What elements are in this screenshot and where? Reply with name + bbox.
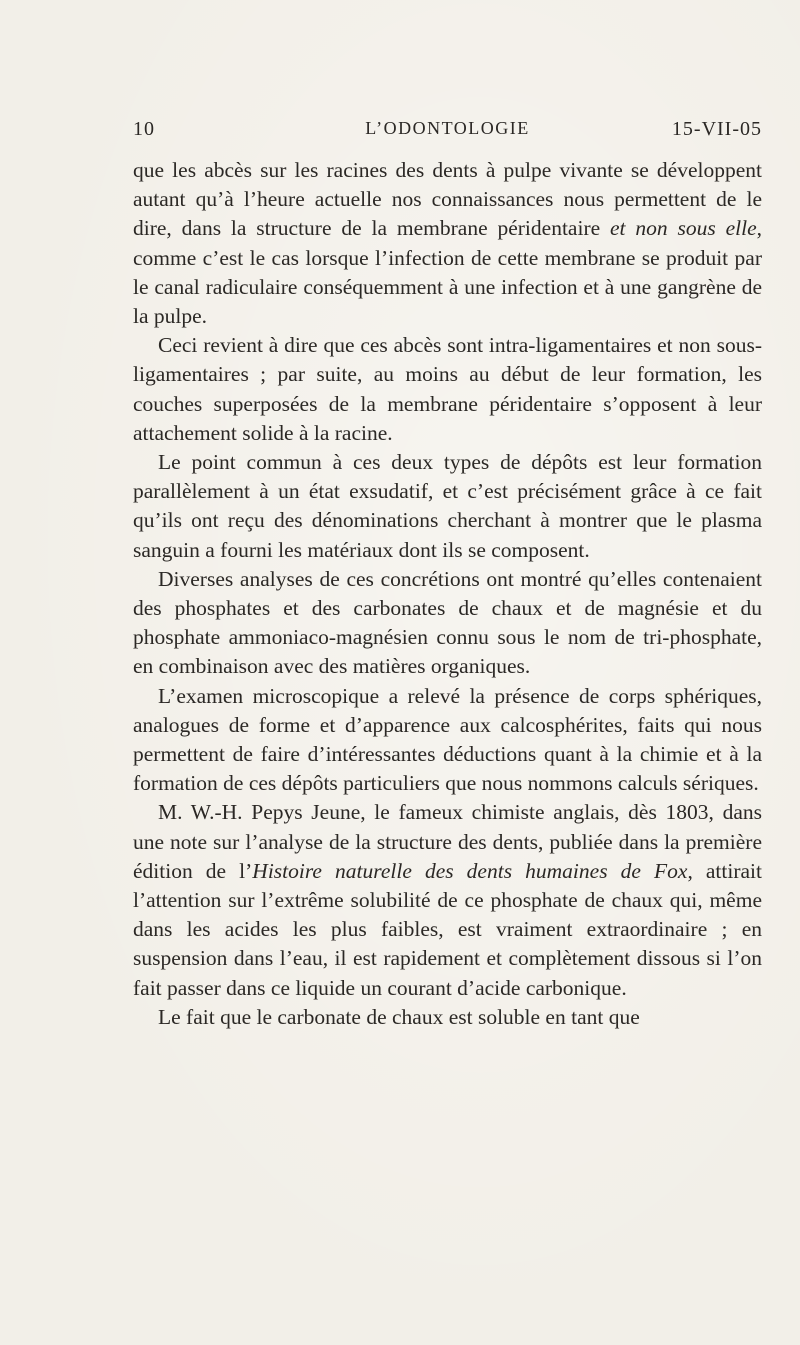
paragraph-text: M. W.-H. Pepys Jeune, le fameux chimiste anglais, dès 1803, dans une note sur l’analyse de la structure des dents, publiée dans la première édition de l’ — [133, 800, 762, 883]
paragraph-point-commun: Le point commun à ces deux types de dépôts est leur formation parallèlement à un état exsudatif, et c’est précisément grâce à ce fait qu’ils ont reçu des dénominations cherchant à montrer que le plasma sanguin a fourni les matériaux dont ils se composent. — [133, 450, 762, 562]
paragraph-text: que les abcès sur les racines des dents à pulpe vivante se développent autant qu’à l’heure actuelle nos connaissances nous permettent de le dire, dans la structure de la membrane péridentaire — [133, 158, 762, 241]
paragraph-text: , comme c’est le cas lorsque l’infection de cette membrane se produit par le canal radiculaire conséquemment à une infection et à une gangrène de la pulpe. — [133, 216, 762, 329]
book-title-italic: Histoire naturelle des dents humaines de Fox — [252, 858, 688, 883]
paragraph-carbonate: Le fait que le carbonate de chaux est soluble en tant que — [158, 1004, 640, 1029]
paragraph-intra-ligamentaires: Ceci revient à dire que ces abcès sont intra-ligamentaires et non sous-ligamentaires ; par suite, au moins au début de leur formation, les couches superposées de la membrane péridentaire s’opposent à leur attachement solide à la racine. — [133, 333, 762, 445]
running-header — [133, 118, 762, 148]
running-title: L’ODONTOLOGIE — [365, 118, 530, 138]
issue-date: 15-VII-05 — [671, 118, 762, 140]
page-number: 10 — [133, 118, 155, 140]
paragraph-analyses: Diverses analyses de ces concrétions ont montré qu’elles contenaient des phosphates et des carbonates de chaux et de magnésie et du phosphate ammoniaco-magnésien connu sous le nom de tri-phosphate, en combinaison avec des matières organiques. — [133, 566, 762, 679]
paragraph-abces-continuation — [133, 156, 762, 331]
paragraph-pepys — [133, 798, 762, 1002]
paragraph-text: , attirait l’attention sur l’extrême solubilité de ce phosphate de chaux qui, même dans les acides les plus faibles, est vraiment extraordinaire ; en suspension dans l’eau, il est rapidement et complètement dissous si l’on fait passer dans ce liquide un courant d’acide carbonique. — [133, 858, 763, 1000]
italic-emphasis: et non sous elle — [610, 216, 757, 241]
paragraph-examen-microscopique: L’examen microscopique a relevé la présence de corps sphériques, analogues de forme et d’apparence aux calcosphérites, faits qui nous permettent de faire d’intéressantes déductions quant à la chimie et à la formation de ces dépôts particuliers que nous nommons calculs sériques. — [133, 683, 762, 796]
body-text — [133, 156, 762, 1032]
